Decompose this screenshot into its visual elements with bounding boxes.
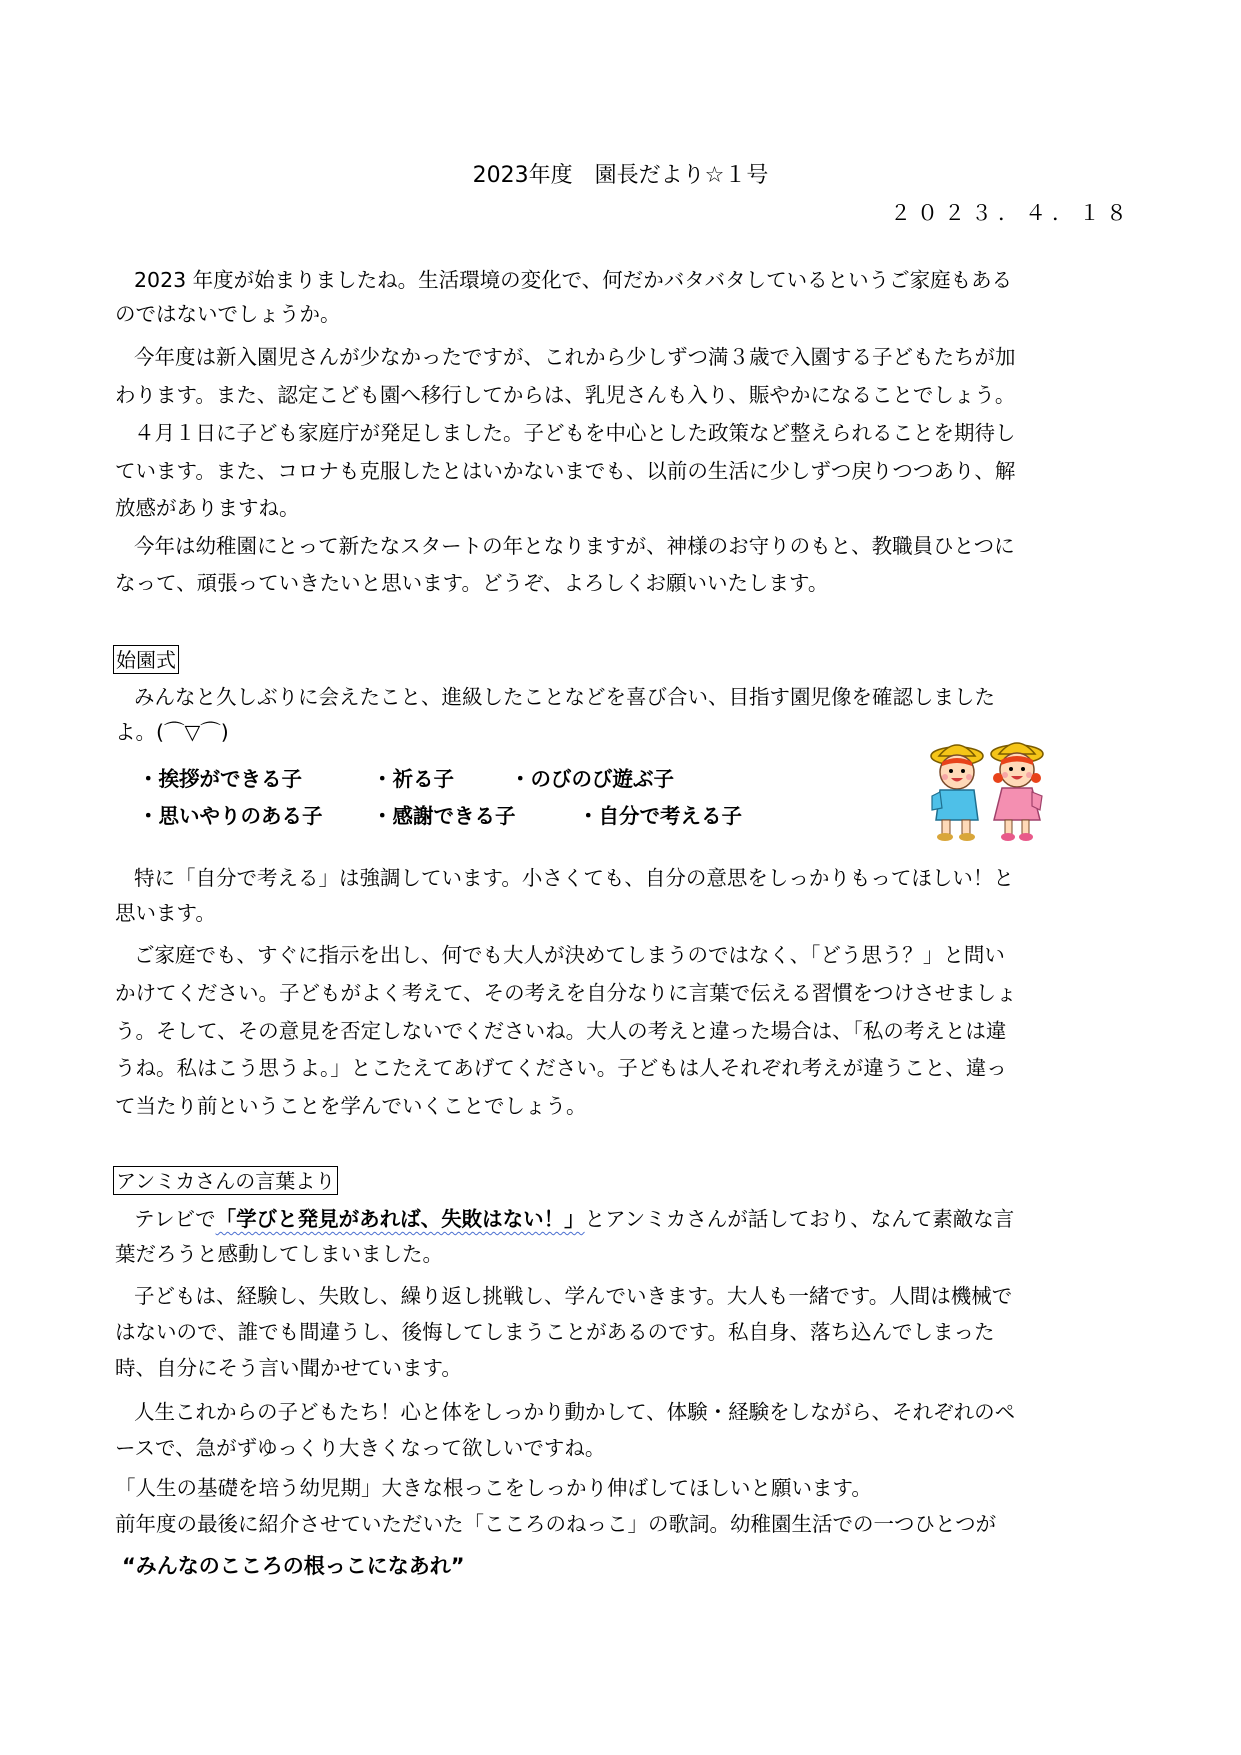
section2-line-5: 時、自分にそう言い聞かせています。	[115, 1356, 462, 1380]
section-heading-anmika: アンミカさんの言葉より	[113, 1166, 338, 1195]
goal-item: ・感謝できる子	[372, 804, 516, 828]
section1-after-line-5: う。そして、その意見を否定しないでくださいね。大人の考えと違った場合は、「私の考えとは違	[115, 1019, 1007, 1043]
intro-line-8: 今年は幼稚園にとって新たなスタートの年となりますが、神様のお守りのもと、教職員ひとつに	[134, 534, 1015, 558]
goal-item: ・のびのび遊ぶ子	[510, 767, 674, 791]
section1-after-line-4: かけてください。子どもがよく考えて、その考えを自分なりに言葉で伝える習慣をつけさせましょ	[115, 981, 1017, 1005]
intro-line-9: なって、頑張っていきたいと思います。どうぞ、よろしくお願いいたします。	[115, 571, 829, 595]
goal-item: ・思いやりのある子	[138, 804, 323, 828]
intro-line-1: 2023 年度が始まりましたね。生活環境の変化で、何だかバタバタしているというご家庭もある	[134, 268, 1013, 292]
girl-figure	[991, 743, 1043, 841]
section2-line-7: ースで、急がずゆっくり大きくなって欲しいですね。	[115, 1436, 606, 1460]
section2-line-6: 人生これからの子どもたち！心と体をしっかり動かして、体験・経験をしながら、それぞれのペ	[134, 1400, 1016, 1424]
section1-after-line-1: 特に「自分で考える」は強調しています。小さくても、自分の意思をしっかりもってほしい！と	[134, 866, 1014, 890]
section1-after-line-6: うね。私はこう思うよ。」とこたえてあげてください。子どもは人それぞれ考えが違うこと、違っ	[115, 1056, 1007, 1080]
closing-lyric: “みんなのこころの根っこになあれ”	[122, 1554, 465, 1578]
intro-line-7: 放感がありますね。	[115, 496, 300, 520]
page-title: 2023年度 園長だより☆１号	[472, 163, 769, 188]
section2-line-9: 前年度の最後に紹介させていただいた「こころのねっこ」の歌詞。幼稚園生活での一つひとつが	[115, 1512, 997, 1536]
section1-after-line-7: て当たり前ということを学んでいくことでしょう。	[115, 1094, 587, 1118]
section1-after-line-3: ご家庭でも、すぐに指示を出し、何でも大人が決めてしまうのではなく、「どう思う？」と問い	[134, 943, 1005, 967]
quote-prefix: テレビで	[134, 1207, 216, 1231]
highlighted-quote: 「学びと発見があれば、失敗はない！」	[215, 1207, 585, 1231]
intro-line-3: 今年度は新入園児さんが少なかったですが、これから少しずつ満３歳で入園する子どもたちが加	[134, 345, 1016, 369]
section1-line-2: よ。(⌒▽⌒)	[115, 720, 229, 744]
boy-figure	[931, 745, 983, 841]
section1-line-1: みんなと久しぶりに会えたこと、進級したことなどを喜び合い、目指す園児像を確認しました	[134, 685, 995, 709]
intro-line-5: ４月１日に子ども家庭庁が発足しました。子どもを中心とした政策など整えられることを期待し	[134, 421, 1016, 445]
section-heading-opening-ceremony: 始園式	[113, 645, 179, 674]
section2-line-4: はないので、誰でも間違うし、後悔してしまうことがあるのです。私自身、落ち込んでしまった	[115, 1320, 995, 1344]
quote-suffix: とアンミカさんが話しており、なんて素敵な言	[584, 1207, 1015, 1231]
goal-item: ・自分で考える子	[578, 804, 742, 828]
children-illustration	[912, 738, 1062, 848]
section2-line-1	[134, 1209, 1014, 1230]
section2-line-8: 「人生の基礎を培う幼児期」大きな根っこをしっかり伸ばしてほしいと願います。	[115, 1476, 872, 1500]
intro-line-4: わります。また、認定こども園へ移行してからは、乳児さんも入り、賑やかになることでしょう。	[115, 383, 1016, 407]
goal-item: ・挨拶ができる子	[138, 767, 302, 791]
goal-item: ・祈る子	[372, 767, 454, 791]
section2-line-3: 子どもは、経験し、失敗し、繰り返し挑戦し、学んでいきます。大人も一緒です。人間は機械で	[134, 1284, 1013, 1308]
section1-after-line-2: 思います。	[115, 901, 216, 925]
intro-line-6: ています。また、コロナも克服したとはいかないまでも、以前の生活に少しずつ戻りつつあり、解	[115, 459, 1016, 483]
intro-line-2: のではないでしょうか。	[115, 302, 341, 326]
issue-date: ２０２３．４．１８	[890, 201, 1133, 225]
section2-line-2: 葉だろうと感動してしまいました。	[115, 1242, 443, 1266]
